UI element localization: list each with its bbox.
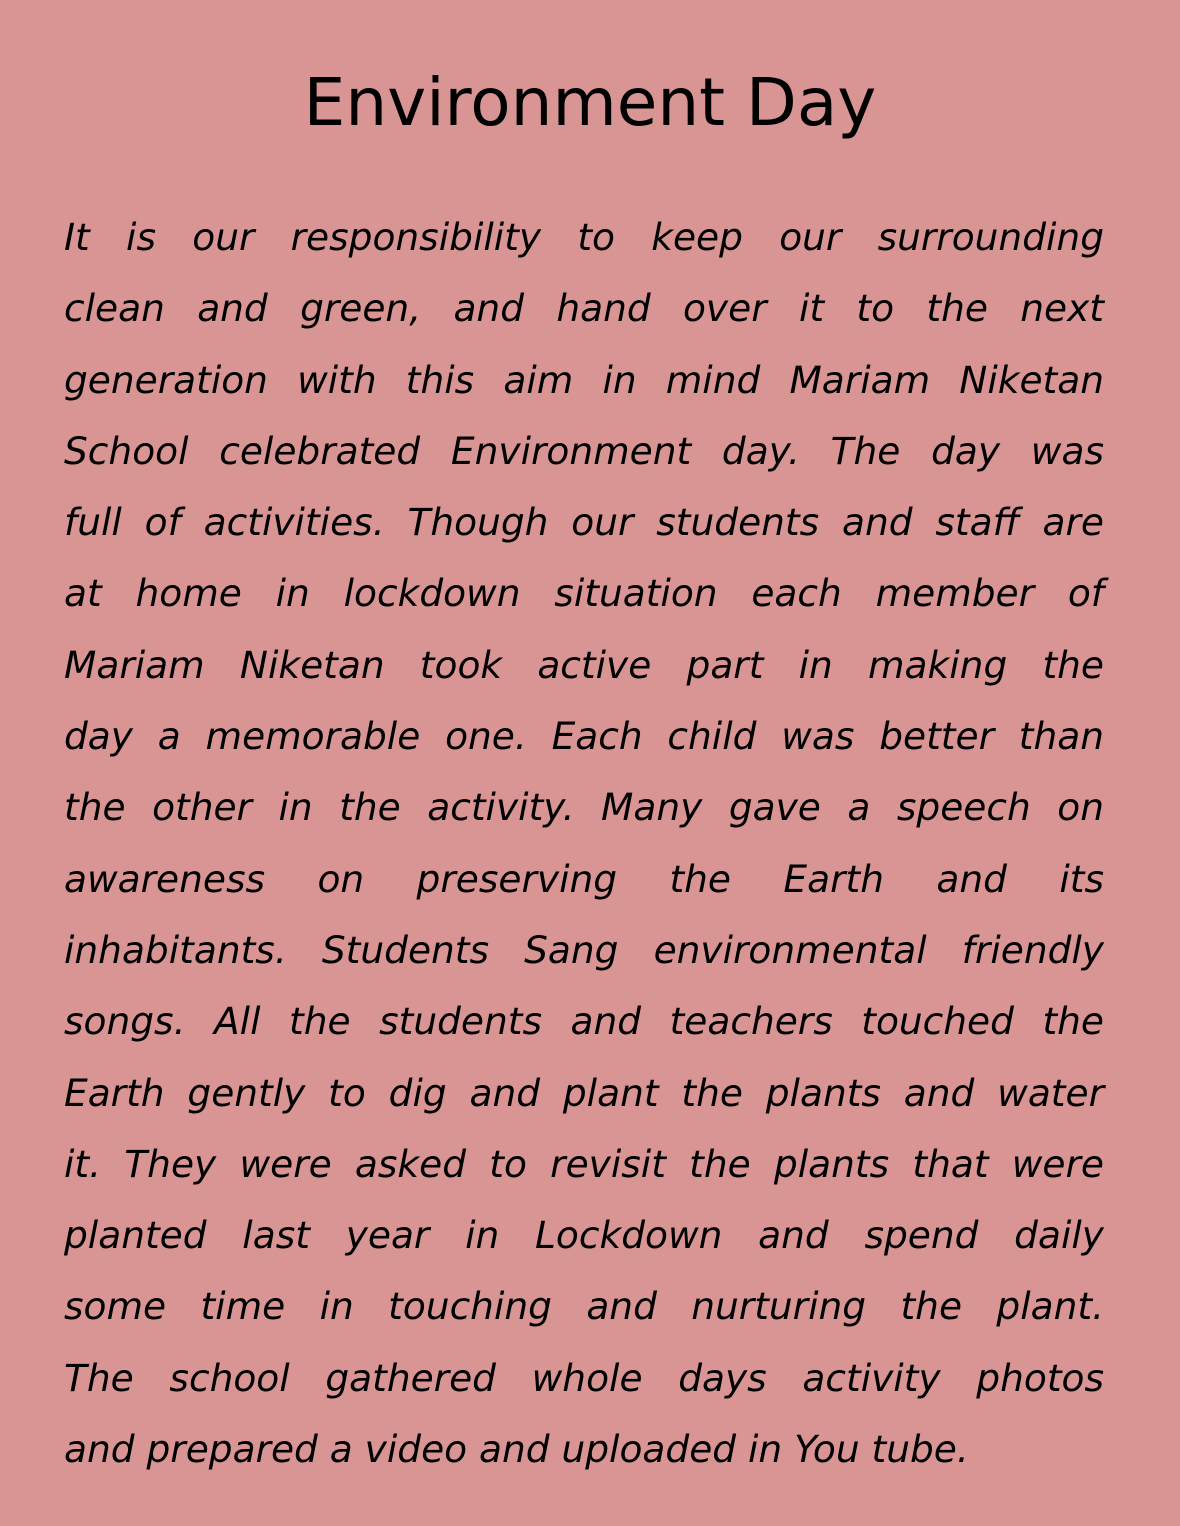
paragraph-line: and prepared a video and uploaded in You tube. [64,1427,969,1472]
paragraph-line: School celebrated Environment day. The day was [64,428,1104,473]
paragraph-line: It is our responsibility to keep our surrounding [64,215,1104,259]
paragraph-line: planted last year in Lockdown and spend daily [64,1213,1104,1258]
paragraph-line: full of activities. Though our students and staff are [64,500,1104,545]
paragraph-line: inhabitants. Students Sang environmental friendly [64,927,1104,972]
paragraph-line: Earth gently to dig and plant the plants and water [64,1070,1104,1115]
paragraph-line: generation with this aim in mind Mariam Niketan [64,357,1104,402]
paragraph-line: it. They were asked to revisit the plants that were [64,1141,1104,1186]
paragraph-line: at home in lockdown situation each member of [64,571,1104,616]
paragraph-line: awareness on preserving the Earth and its [64,856,1104,901]
paragraph-line: The school gathered whole days activity photos [64,1355,1104,1400]
paragraph-line: day a memorable one. Each child was better than [64,714,1104,759]
paragraph-line: clean and green, and hand over it to the next [64,286,1104,331]
body-paragraph [64,202,1104,1485]
paragraph-line: Mariam Niketan took active part in making the [64,642,1104,687]
paragraph-line: some time in touching and nurturing the plant. [64,1284,1104,1329]
paragraph-line: songs. All the students and teachers touched the [64,999,1104,1044]
page-title: Environment Day [303,64,877,141]
paragraph-line: the other in the activity. Many gave a speech on [64,785,1104,830]
